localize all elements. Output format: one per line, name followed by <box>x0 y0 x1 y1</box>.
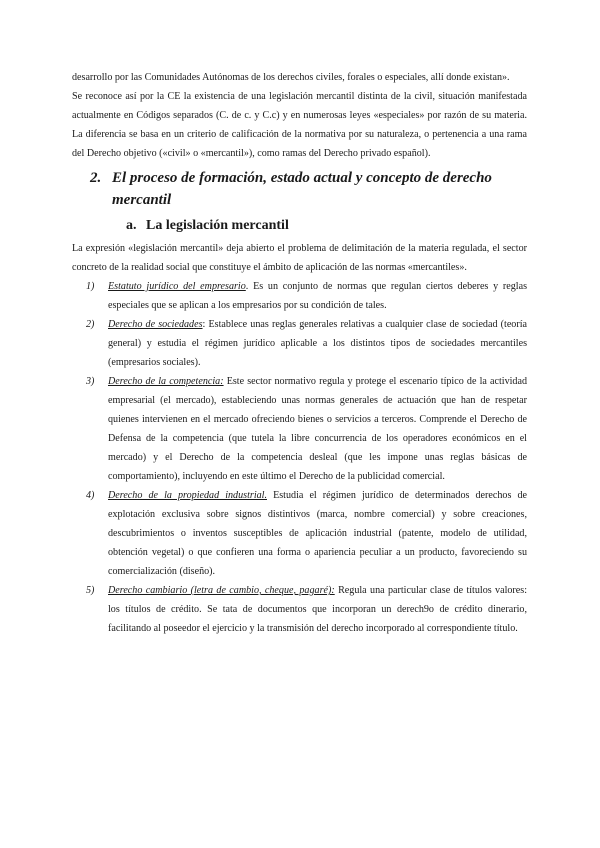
lead-paragraph: La expresión «legislación mercantil» deja abierto el problema de delimitación de la materia regulada, el sector concreto de la realidad social que constituye el ámbito de aplicación de las normas «mercantiles». <box>72 243 527 273</box>
list-item <box>72 315 527 372</box>
subsection-heading <box>72 217 527 235</box>
list-text: Regula una particular clase de títulos valores: los títulos de crédito. Se tata de documentos que incorporan un derech9o de crédito dinerario, facilitando al poseedor el ejercicio y la transmisión del derecho incorporado al correspondiente título. <box>108 585 528 634</box>
subsection-title: La legislación mercantil <box>146 218 289 233</box>
list-term: Derecho de la propiedad industrial. <box>108 490 267 501</box>
list-item <box>72 277 527 315</box>
list-item <box>72 372 527 486</box>
section-number: 2. <box>90 170 102 186</box>
document-page <box>72 68 527 638</box>
list-text: Estudia el régimen jurídico de determinados derechos de explotación exclusiva sobre signos distintivos (marca, nombre comercial) y sobre creaciones, descubrimientos o inventos susceptibles de aplicación industrial (patente, modelo de utilidad, obtención vegetal) o que confieren una forma o apariencia peculiar a un producto, favoreciendo su comercialización (diseño). <box>108 490 527 577</box>
list-item <box>72 486 527 581</box>
list-term: Estatuto jurídico del empresario <box>108 281 246 292</box>
list-text: Este sector normativo regula y protege el escenario típico de la actividad empresarial (el mercado), estableciendo unas normas generales de actuación que han de respetar quienes intervienen en el mercado ofreciendo bienes o servicios a terceros. Comprende el Derecho de Defensa de la competencia (que tutela la libre concurrencia de los operadores económicos en el mercado) y el Derecho de la competencia desleal (que les impone unas reglas básicas de comportamiento), incluyendo en este último el Derecho de la publicidad comercial. <box>108 376 527 482</box>
section-heading <box>72 167 527 211</box>
list-marker: 5) <box>86 585 95 596</box>
list-term: Derecho de sociedades <box>108 319 203 330</box>
list-text: : Establece unas reglas generales relativas a cualquier clase de sociedad (teoría general) y estudia el régimen jurídico aplicable a los distintos tipos de sociedades mercantiles (empresarios sociales). <box>108 319 527 368</box>
list-term: Derecho de la competencia: <box>108 376 224 387</box>
list-text: . Es un conjunto de normas que regulan ciertos deberes y reglas especiales que se aplican a los empresarios por su condición de tales. <box>108 281 528 311</box>
intro-paragraph-continuation: desarrollo por las Comunidades Autónomas de los derechos civiles, forales o especiales, allí donde existan». <box>72 72 510 83</box>
list-marker: 2) <box>86 319 95 330</box>
list-marker: 1) <box>86 281 95 292</box>
list-marker: 3) <box>86 376 95 387</box>
intro-paragraph: Se reconoce así por la CE la existencia de una legislación mercantil distinta de la civil, situación manifestada actualmente en Códigos separados (C. de c. y C.c) y en numerosas leyes «especiales» por razón de su materia. La diferencia se basa en un criterio de calificación de la normativa por su naturaleza, o pertenencia a una rama del Derecho objetivo («civil» o «mercantil»), como ramas del Derecho privado español). <box>72 91 527 159</box>
list-item <box>72 581 527 638</box>
list-term: Derecho cambiario (letra de cambio, cheque, pagaré): <box>108 585 335 596</box>
list-marker: 4) <box>86 490 95 501</box>
legislation-list <box>72 277 527 638</box>
subsection-letter: a. <box>126 218 137 233</box>
section-title-line1: El proceso de formación, estado actual y concepto de derecho <box>112 170 492 186</box>
section-title-line2: mercantil <box>112 192 172 208</box>
